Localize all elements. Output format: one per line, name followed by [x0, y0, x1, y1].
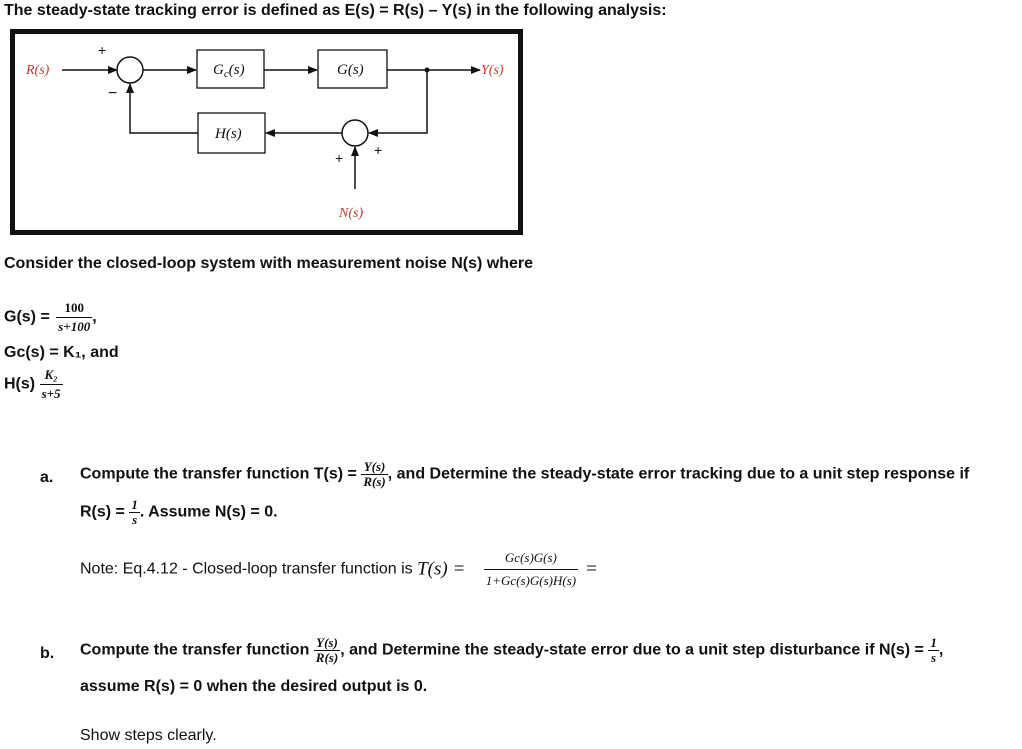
part-b-text4: assume R(s) = 0 when the desired output is 0.: [80, 678, 428, 695]
part-b-n-num: 1: [930, 635, 937, 650]
part-a-text2: , and Determine the steady-state error tracking due to a unit step response if: [387, 465, 970, 483]
note-t: T(s) =: [417, 558, 466, 580]
noise-sum-plus-left: +: [335, 150, 344, 166]
note-tail: =: [586, 558, 597, 580]
part-a-text1: Compute the transfer function T(s) =: [80, 465, 357, 483]
summing-junction-error: [117, 57, 143, 83]
noise-label: N(s): [339, 206, 364, 221]
part-b-marker: b.: [40, 645, 55, 662]
output-label: Y(s): [481, 63, 504, 78]
sensor-label: H(s): [215, 126, 242, 142]
sum-minus-sign: −: [108, 85, 118, 102]
part-a-line2: [80, 498, 278, 527]
part-a-r-num: 1: [131, 497, 138, 512]
note-num: Gc(s)G(s): [504, 550, 557, 565]
g-fraction: [56, 301, 92, 334]
part-a-line1: [80, 460, 969, 489]
part-a-frac-num: Y(s): [363, 459, 386, 474]
part-b-n-den: s: [928, 650, 939, 665]
diagram-frame: [13, 32, 521, 233]
h-lhs: H(s): [4, 375, 36, 393]
sum-plus-sign: +: [98, 42, 107, 58]
g-numerator: 100: [64, 300, 84, 315]
consider-text: Consider the closed-loop system with measurement noise N(s) where: [4, 255, 534, 272]
h-fraction: [40, 368, 63, 401]
part-b-frac-num: Y(s): [316, 635, 338, 650]
part-b-text1: Compute the transfer function: [80, 641, 310, 659]
part-b-fraction: [314, 636, 340, 665]
plant-label: G(s): [337, 62, 364, 78]
h-numerator: K₂: [44, 367, 58, 382]
note-den: 1+Gc(s)G(s)H(s): [484, 569, 578, 589]
h-definition: [4, 368, 63, 401]
note-text: Note: Eq.4.12 - Closed-loop transfer function is: [80, 560, 413, 578]
g-lhs: G(s) =: [4, 308, 50, 326]
part-a-text3: R(s) =: [80, 503, 125, 521]
heading: The steady-state tracking error is defined as E(s) = R(s) – Y(s) in the following analysis:: [4, 2, 667, 19]
part-b-n-fraction: [928, 636, 939, 665]
part-a-frac-den: R(s): [363, 474, 386, 489]
part-b-line1: [80, 636, 943, 665]
part-b-frac-den: R(s): [315, 650, 339, 665]
part-a-text4: . Assume N(s) = 0.: [139, 503, 278, 521]
h-denominator: s+5: [41, 386, 61, 401]
summing-junction-noise: [342, 120, 368, 146]
part-a-fraction: [361, 460, 387, 489]
part-b-text3: ,: [938, 641, 944, 659]
gc-definition: Gc(s) = K₁, and: [4, 344, 119, 361]
part-a-r-fraction: [129, 498, 140, 527]
block-diagram: [10, 29, 524, 236]
input-label: R(s): [26, 63, 50, 78]
part-a-r-den: s: [129, 512, 140, 527]
controller-label: $G_c(s)$: [213, 62, 245, 80]
g-definition: [4, 301, 97, 334]
g-tail: ,: [92, 308, 97, 326]
note-fraction: [484, 550, 578, 589]
noise-sum-plus-right: +: [374, 142, 383, 158]
part-b-text2: , and Determine the steady-state error due to a unit step disturbance if N(s) =: [340, 641, 924, 659]
note-line: [80, 550, 597, 589]
g-denominator: s+100: [58, 319, 91, 334]
footer-instruction: Show steps clearly.: [80, 727, 217, 744]
part-a-marker: a.: [40, 469, 54, 486]
